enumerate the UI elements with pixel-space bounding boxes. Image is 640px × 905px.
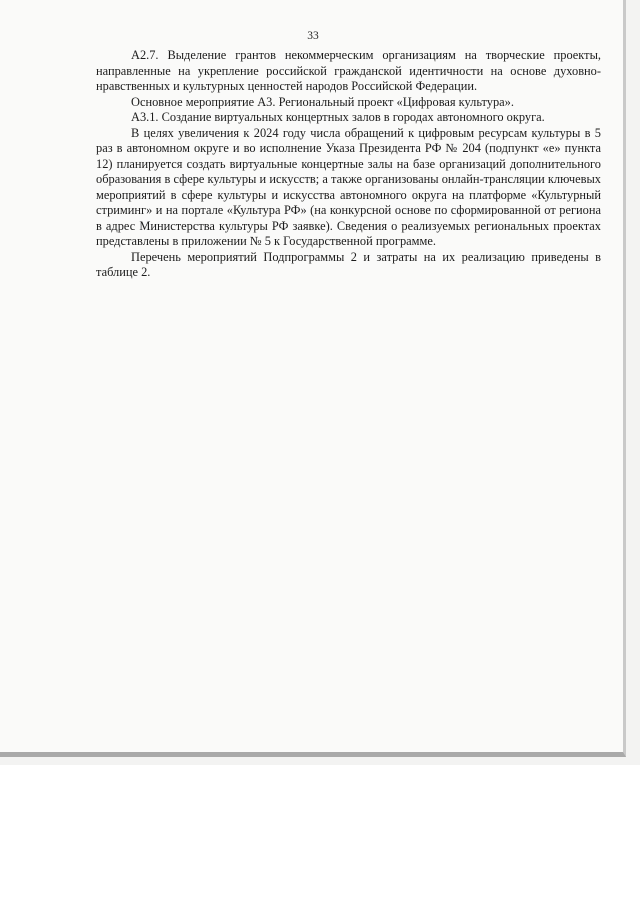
page-number: 33 (307, 30, 319, 42)
paragraph-table-reference: Перечень мероприятий Подпрограммы 2 и затраты на их реализацию приведены в таблице 2. (96, 249, 601, 279)
paragraph-digital-culture-goals: В целях увеличения к 2024 году числа обращений к цифровым ресурсам культуры в 5 раз в автономном округе и во исполнение Указа Президента РФ № 204 (подпункт «е» пункта 12) планируется создать виртуальные концертные залы на базе организаций дополнительного образования в сфере культуры и искусств; а также организованы онлайн-трансляции ключевых мероприятий в сфере культуры и искусства автономного округа на платформе «Культурный стриминг» и на портале «Культура РФ» (на конкурсной основе по сформированной от региона в адрес Министерства культуры РФ заявке). Сведения о реализуемых региональных проектах представлены в приложении № 5 к Государственной программе. (96, 125, 601, 248)
paragraph-a3-heading: Основное мероприятие А3. Региональный проект «Цифровая культура». (131, 94, 514, 109)
paragraph-a3-1: А3.1. Создание виртуальных концертных залов в городах автономного округа. (131, 110, 545, 124)
blank-margin (0, 765, 640, 905)
document-body (96, 48, 601, 281)
paragraph-a2-7: А2.7. Выделение грантов некоммерческим организациям на творческие проекты, направленные на укрепление российской гражданской идентичности на основе духовно-нравственных и культурных ценностей народов Российской Федерации. (96, 48, 601, 93)
